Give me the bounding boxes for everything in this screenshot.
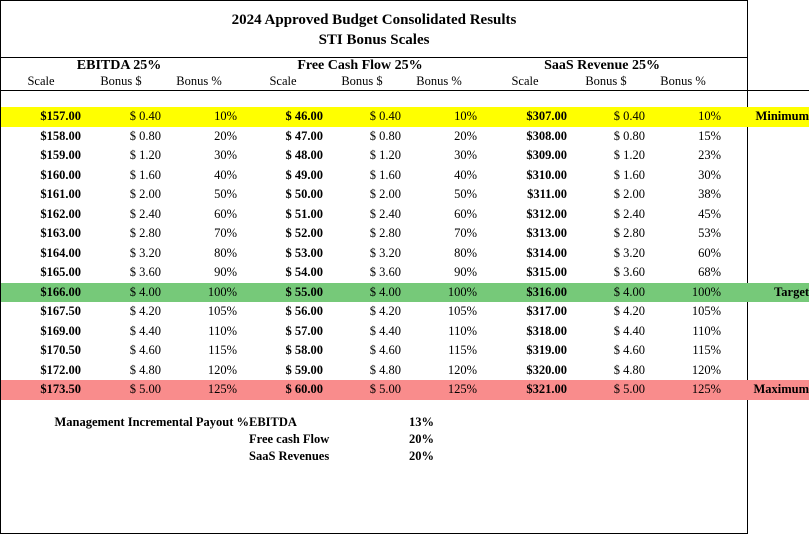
row-note xyxy=(721,361,809,381)
header-bonus-dollar-fcf: Bonus $ xyxy=(341,74,383,88)
cell-bonus-percent-ebitda: 115% xyxy=(208,343,237,358)
cell-scale-ebitda: $173.50 xyxy=(1,380,81,400)
cell-scale-saas: $319.00 xyxy=(526,343,567,358)
spacer-row xyxy=(1,91,809,108)
cell-bonus-dollar-saas: $ 4.80 xyxy=(613,362,645,377)
bonus-scale-table xyxy=(1,58,809,400)
footer-row xyxy=(1,431,747,448)
cell-scale-ebitda: $160.00 xyxy=(40,167,81,182)
header-bonus-dollar-ebitda: Bonus $ xyxy=(100,74,142,88)
cell-bonus-dollar-ebitda: $ 1.60 xyxy=(129,167,161,182)
cell-scale-ebitda: $172.00 xyxy=(40,362,81,377)
cell-scale-saas: $321.00 xyxy=(483,380,567,400)
cell-bonus-dollar-ebitda: $ 4.00 xyxy=(81,283,161,303)
cell-bonus-dollar-saas: $ 4.00 xyxy=(567,283,645,303)
cell-bonus-percent-saas: 30% xyxy=(698,167,722,182)
cell-scale-fcf: $ 51.00 xyxy=(285,206,323,221)
cell-bonus-dollar-ebitda: $ 0.40 xyxy=(81,107,161,127)
header-scale-ebitda: Scale xyxy=(27,74,55,88)
row-note: Maximum xyxy=(721,380,809,400)
cell-bonus-dollar-ebitda: $ 4.40 xyxy=(129,323,161,338)
cell-bonus-dollar-fcf: $ 0.40 xyxy=(323,107,401,127)
cell-bonus-dollar-saas: $ 0.80 xyxy=(613,128,645,143)
cell-bonus-percent-ebitda: 10% xyxy=(161,107,237,127)
cell-scale-saas: $312.00 xyxy=(526,206,567,221)
group-header-saas: SaaS Revenue 25% xyxy=(544,58,660,73)
table-row xyxy=(1,341,809,361)
cell-bonus-dollar-saas: $ 5.00 xyxy=(567,380,645,400)
table-row xyxy=(1,263,809,283)
cell-bonus-dollar-fcf: $ 2.00 xyxy=(369,187,401,202)
row-note xyxy=(721,224,809,244)
cell-bonus-percent-fcf: 20% xyxy=(454,128,477,143)
cell-scale-ebitda: $163.00 xyxy=(40,226,81,241)
cell-scale-ebitda: $164.00 xyxy=(40,245,81,260)
group-header-fcf: Free Cash Flow 25% xyxy=(297,58,423,73)
cell-scale-fcf: $ 48.00 xyxy=(285,148,323,163)
cell-scale-saas: $316.00 xyxy=(483,283,567,303)
cell-scale-saas: $315.00 xyxy=(526,265,567,280)
cell-bonus-percent-saas: 125% xyxy=(645,380,721,400)
cell-bonus-percent-ebitda: 120% xyxy=(207,362,237,377)
table-row xyxy=(1,107,809,127)
row-note xyxy=(721,127,809,147)
table-row xyxy=(1,127,809,147)
row-note xyxy=(721,302,809,322)
cell-bonus-percent-saas: 105% xyxy=(691,304,722,319)
page-subtitle: STI Bonus Scales xyxy=(318,32,430,48)
cell-bonus-percent-saas: 45% xyxy=(698,206,722,221)
cell-bonus-dollar-fcf: $ 1.60 xyxy=(369,167,401,182)
cell-scale-fcf: $ 49.00 xyxy=(285,167,323,182)
footer-item-name: SaaS Revenues xyxy=(249,448,330,463)
cell-scale-ebitda: $167.50 xyxy=(40,304,81,319)
title-block xyxy=(1,1,747,50)
table-row xyxy=(1,244,809,264)
cell-bonus-dollar-ebitda: $ 2.00 xyxy=(129,187,161,202)
cell-bonus-dollar-saas: $ 0.40 xyxy=(567,107,645,127)
row-note: Target xyxy=(721,283,809,303)
cell-bonus-dollar-saas: $ 4.20 xyxy=(613,304,645,319)
cell-bonus-percent-ebitda: 105% xyxy=(207,304,237,319)
cell-scale-ebitda: $158.00 xyxy=(40,128,81,143)
cell-bonus-percent-saas: 60% xyxy=(698,245,722,260)
cell-scale-saas: $311.00 xyxy=(527,187,567,202)
row-note xyxy=(721,322,809,342)
cell-scale-ebitda: $170.50 xyxy=(40,343,81,358)
cell-bonus-percent-ebitda: 40% xyxy=(214,167,237,182)
table-row xyxy=(1,283,809,303)
footer-label: Management Incremental Payout % xyxy=(54,414,249,429)
cell-scale-saas: $307.00 xyxy=(483,107,567,127)
table-row xyxy=(1,146,809,166)
cell-bonus-percent-saas: 68% xyxy=(698,265,722,280)
cell-bonus-dollar-ebitda: $ 4.20 xyxy=(129,304,161,319)
cell-bonus-dollar-saas: $ 2.00 xyxy=(613,187,645,202)
cell-bonus-dollar-saas: $ 3.20 xyxy=(613,245,645,260)
cell-bonus-percent-fcf: 125% xyxy=(401,380,477,400)
cell-bonus-percent-saas: 100% xyxy=(645,283,721,303)
cell-bonus-dollar-fcf: $ 4.00 xyxy=(323,283,401,303)
cell-bonus-dollar-ebitda: $ 3.20 xyxy=(129,245,161,260)
cell-scale-fcf: $ 52.00 xyxy=(285,226,323,241)
table-row xyxy=(1,185,809,205)
cell-bonus-dollar-saas: $ 3.60 xyxy=(613,265,645,280)
cell-scale-saas: $310.00 xyxy=(526,167,567,182)
cell-bonus-percent-fcf: 80% xyxy=(454,245,477,260)
cell-scale-saas: $320.00 xyxy=(526,362,567,377)
cell-bonus-percent-fcf: 115% xyxy=(448,343,477,358)
cell-bonus-dollar-ebitda: $ 5.00 xyxy=(81,380,161,400)
cell-bonus-percent-saas: 15% xyxy=(698,128,722,143)
cell-scale-saas: $313.00 xyxy=(526,226,567,241)
cell-bonus-percent-ebitda: 100% xyxy=(161,283,237,303)
cell-bonus-percent-ebitda: 90% xyxy=(214,265,237,280)
footer-block xyxy=(1,414,747,465)
row-note xyxy=(721,166,809,186)
footer-item-value: 20% xyxy=(409,431,434,446)
header-bonus-percent-saas: Bonus % xyxy=(660,74,706,88)
cell-bonus-dollar-fcf: $ 1.20 xyxy=(369,148,401,163)
cell-bonus-dollar-fcf: $ 3.20 xyxy=(369,245,401,260)
row-note xyxy=(721,185,809,205)
cell-bonus-dollar-ebitda: $ 4.60 xyxy=(129,343,161,358)
cell-bonus-percent-ebitda: 70% xyxy=(214,226,237,241)
cell-bonus-percent-fcf: 100% xyxy=(401,283,477,303)
footer-label xyxy=(1,431,249,448)
header-bonus-percent-ebitda: Bonus % xyxy=(176,74,222,88)
table-row xyxy=(1,224,809,244)
cell-scale-saas: $317.00 xyxy=(526,304,567,319)
cell-bonus-percent-ebitda: 60% xyxy=(214,206,237,221)
cell-scale-saas: $314.00 xyxy=(526,245,567,260)
cell-bonus-dollar-ebitda: $ 3.60 xyxy=(129,265,161,280)
cell-bonus-percent-ebitda: 125% xyxy=(161,380,237,400)
cell-bonus-percent-saas: 120% xyxy=(691,362,722,377)
cell-bonus-dollar-saas: $ 1.20 xyxy=(613,148,645,163)
cell-bonus-percent-fcf: 30% xyxy=(454,148,477,163)
cell-bonus-percent-fcf: 70% xyxy=(454,226,477,241)
footer-item-value: 13% xyxy=(409,414,434,429)
note-col-blank xyxy=(721,74,809,89)
cell-scale-ebitda: $169.00 xyxy=(40,323,81,338)
cell-bonus-dollar-fcf: $ 2.80 xyxy=(369,226,401,241)
table-row xyxy=(1,302,809,322)
cell-bonus-dollar-ebitda: $ 1.20 xyxy=(129,148,161,163)
cell-bonus-dollar-saas: $ 1.60 xyxy=(613,167,645,182)
cell-bonus-dollar-saas: $ 2.80 xyxy=(613,226,645,241)
cell-scale-fcf: $ 46.00 xyxy=(243,107,323,127)
cell-bonus-percent-fcf: 105% xyxy=(447,304,477,319)
cell-scale-fcf: $ 57.00 xyxy=(285,323,323,338)
row-note xyxy=(721,146,809,166)
cell-bonus-dollar-fcf: $ 4.60 xyxy=(369,343,401,358)
cell-bonus-percent-fcf: 110% xyxy=(448,323,477,338)
header-scale-saas: Scale xyxy=(511,74,539,88)
cell-scale-ebitda: $165.00 xyxy=(40,265,81,280)
group-header-ebitda: EBITDA 25% xyxy=(76,58,162,73)
row-note: Minimum xyxy=(721,107,809,127)
cell-bonus-percent-fcf: 50% xyxy=(454,187,477,202)
cell-bonus-percent-saas: 115% xyxy=(692,343,722,358)
cell-scale-fcf: $ 53.00 xyxy=(285,245,323,260)
row-note xyxy=(721,263,809,283)
row-note xyxy=(721,205,809,225)
cell-bonus-percent-fcf: 120% xyxy=(447,362,477,377)
table-row xyxy=(1,361,809,381)
cell-scale-saas: $318.00 xyxy=(526,323,567,338)
cell-bonus-dollar-saas: $ 2.40 xyxy=(613,206,645,221)
cell-bonus-percent-ebitda: 50% xyxy=(214,187,237,202)
cell-bonus-dollar-fcf: $ 2.40 xyxy=(369,206,401,221)
footer-label xyxy=(1,448,249,465)
column-header-row xyxy=(1,74,809,89)
cell-bonus-dollar-fcf: $ 0.80 xyxy=(369,128,401,143)
cell-bonus-percent-saas: 53% xyxy=(698,226,722,241)
cell-bonus-dollar-fcf: $ 4.40 xyxy=(369,323,401,338)
cell-scale-ebitda: $166.00 xyxy=(1,283,81,303)
header-bonus-percent-fcf: Bonus % xyxy=(416,74,462,88)
header-scale-fcf: Scale xyxy=(269,74,297,88)
cell-bonus-percent-saas: 10% xyxy=(645,107,721,127)
cell-bonus-percent-fcf: 40% xyxy=(454,167,477,182)
cell-scale-fcf: $ 50.00 xyxy=(285,187,323,202)
cell-bonus-dollar-ebitda: $ 4.80 xyxy=(129,362,161,377)
cell-scale-ebitda: $161.00 xyxy=(40,187,81,202)
cell-bonus-percent-fcf: 60% xyxy=(454,206,477,221)
cell-bonus-percent-ebitda: 30% xyxy=(214,148,237,163)
note-col-header xyxy=(721,58,809,74)
table-row xyxy=(1,166,809,186)
group-header-row xyxy=(1,58,809,74)
footer-row xyxy=(1,448,747,465)
footer-row xyxy=(1,414,747,431)
cell-bonus-percent-saas: 38% xyxy=(698,187,722,202)
cell-scale-fcf: $ 55.00 xyxy=(243,283,323,303)
cell-bonus-dollar-ebitda: $ 2.80 xyxy=(129,226,161,241)
cell-bonus-dollar-fcf: $ 3.60 xyxy=(369,265,401,280)
row-note xyxy=(721,341,809,361)
cell-scale-ebitda: $159.00 xyxy=(40,148,81,163)
page-title: 2024 Approved Budget Consolidated Results xyxy=(231,12,517,28)
cell-scale-saas: $308.00 xyxy=(526,128,567,143)
cell-scale-fcf: $ 47.00 xyxy=(285,128,323,143)
cell-bonus-percent-ebitda: 110% xyxy=(208,323,237,338)
cell-bonus-dollar-saas: $ 4.60 xyxy=(613,343,645,358)
cell-bonus-percent-ebitda: 20% xyxy=(214,128,237,143)
footer-item-value: 20% xyxy=(409,448,434,463)
cell-scale-fcf: $ 54.00 xyxy=(285,265,323,280)
cell-bonus-dollar-fcf: $ 4.20 xyxy=(369,304,401,319)
cell-scale-fcf: $ 56.00 xyxy=(285,304,323,319)
cell-scale-ebitda: $162.00 xyxy=(40,206,81,221)
cell-bonus-dollar-fcf: $ 4.80 xyxy=(369,362,401,377)
cell-bonus-dollar-ebitda: $ 2.40 xyxy=(129,206,161,221)
cell-scale-ebitda: $157.00 xyxy=(1,107,81,127)
table-row xyxy=(1,322,809,342)
cell-bonus-percent-saas: 23% xyxy=(698,148,722,163)
row-note xyxy=(721,244,809,264)
table-row xyxy=(1,205,809,225)
cell-bonus-percent-fcf: 10% xyxy=(401,107,477,127)
cell-scale-saas: $309.00 xyxy=(526,148,567,163)
cell-bonus-dollar-fcf: $ 5.00 xyxy=(323,380,401,400)
cell-scale-fcf: $ 59.00 xyxy=(285,362,323,377)
cell-bonus-dollar-saas: $ 4.40 xyxy=(613,323,645,338)
cell-scale-fcf: $ 58.00 xyxy=(285,343,323,358)
footer-item-name: EBITDA xyxy=(249,414,297,429)
cell-bonus-dollar-ebitda: $ 0.80 xyxy=(129,128,161,143)
cell-bonus-percent-fcf: 90% xyxy=(454,265,477,280)
table-body xyxy=(1,107,809,400)
header-bonus-dollar-saas: Bonus $ xyxy=(585,74,627,88)
cell-bonus-percent-ebitda: 80% xyxy=(214,245,237,260)
footer-item-name: Free cash Flow xyxy=(249,431,330,446)
cell-bonus-percent-saas: 110% xyxy=(692,323,722,338)
table-row xyxy=(1,380,809,400)
cell-scale-fcf: $ 60.00 xyxy=(243,380,323,400)
